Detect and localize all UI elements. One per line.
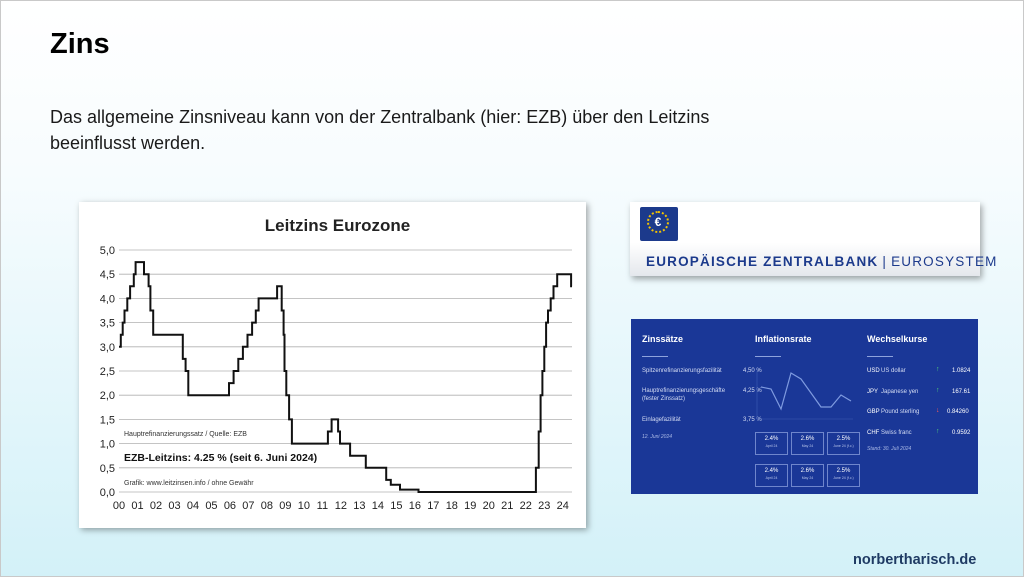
- y-tick-label: 4,0: [99, 293, 115, 306]
- inflation-tile: [755, 464, 788, 487]
- leitzins-chart: [79, 202, 586, 528]
- y-tick-label: 1,5: [99, 414, 115, 427]
- rate-value-spitzen: 4,50 %: [743, 368, 762, 374]
- y-tick-label: 0,0: [99, 487, 115, 499]
- ecb-system-name: EUROSYSTEM: [891, 254, 998, 269]
- y-tick-label: 2,0: [99, 390, 115, 403]
- inflation-tile: [827, 464, 860, 487]
- trend-up-icon: ↑: [936, 428, 940, 435]
- x-tick-label: 24: [556, 500, 569, 512]
- inflation-tile: [791, 432, 824, 455]
- annotation-credit: Grafik: www.leitzinsen.info / ohne Gewähr: [124, 480, 254, 487]
- y-tick-label: 3,0: [99, 341, 115, 354]
- rate-label-spitzen: Spitzenrefinanzierungsfazilität: [642, 368, 722, 374]
- inflation-tile-period: June 24 (f.c.): [833, 444, 854, 448]
- inflation-tile-period: April 24: [765, 476, 778, 480]
- footer-url: norbertharisch.de: [853, 552, 977, 568]
- fx-code: USD: [867, 368, 880, 374]
- inflation-tile-value: 2.5%: [836, 436, 851, 442]
- x-tick-label: 17: [427, 500, 440, 512]
- inflation-tile: [755, 432, 788, 455]
- inflation-tile-value: 2.6%: [800, 436, 815, 442]
- inflation-tile-value: 2.4%: [764, 468, 779, 474]
- x-tick-label: 11: [316, 500, 329, 512]
- inflation-tile-value: 2.5%: [836, 468, 851, 474]
- x-tick-label: 04: [186, 500, 200, 512]
- wechselkurse-date: Stand: 30. Juli 2024: [867, 446, 912, 452]
- trend-up-icon: ↑: [936, 387, 940, 394]
- ecb-wordmark: [646, 254, 998, 269]
- x-tick-label: 20: [482, 500, 495, 512]
- annotation-source: Hauptrefinanzierungssatz / Quelle: EZB: [124, 431, 247, 438]
- slide-title: Zins: [50, 28, 110, 60]
- x-tick-label: 12: [334, 500, 348, 512]
- x-tick-label: 22: [519, 500, 532, 512]
- x-tick-label: 09: [279, 500, 292, 512]
- fx-value: 167.61: [952, 389, 971, 395]
- leitzins-chart-svg: [79, 202, 586, 528]
- ecb-bank-name: EUROPÄISCHE ZENTRALBANK: [646, 254, 879, 269]
- x-tick-label: 02: [149, 500, 163, 512]
- y-tick-label: 1,0: [99, 438, 115, 451]
- fx-code: CHF: [867, 430, 880, 436]
- inflation-tile-value: 2.4%: [764, 436, 779, 442]
- x-tick-label: 15: [390, 500, 403, 512]
- x-tick-label: 23: [538, 500, 551, 512]
- rate-label-haupt: Hauptrefinanzierungsgeschäfte (fester Zinssatz): [642, 388, 726, 402]
- x-tick-label: 08: [260, 500, 274, 512]
- ecb-separator: |: [882, 254, 888, 269]
- y-tick-label: 2,5: [99, 366, 115, 378]
- y-tick-label: 0,5: [99, 462, 115, 475]
- x-tick-label: 14: [371, 500, 384, 512]
- trend-up-icon: ↑: [936, 366, 940, 373]
- inflation-tile-value: 2.6%: [800, 468, 815, 474]
- y-tick-label: 3,5: [99, 317, 115, 330]
- ecb-emblem-icon: [640, 207, 678, 241]
- x-tick-label: 21: [501, 500, 514, 512]
- rate-value-einlage: 3,75 %: [743, 417, 762, 423]
- x-tick-label: 07: [242, 500, 255, 512]
- inflation-tile: [791, 464, 824, 487]
- rate-value-haupt: 4,25 %: [743, 388, 762, 394]
- fx-value: 1.0824: [952, 368, 971, 374]
- fx-name: Pound sterling: [881, 409, 920, 415]
- inflation-heading: Inflationsrate: [755, 334, 812, 344]
- inflation-tile-period: May 24: [801, 476, 814, 480]
- x-tick-label: 00: [112, 500, 126, 512]
- chart-title: Leitzins Eurozone: [264, 216, 411, 235]
- fx-name: US dollar: [881, 368, 906, 374]
- y-tick-label: 5,0: [99, 245, 115, 257]
- x-tick-label: 16: [408, 500, 421, 512]
- ecb-rates-panel: [631, 319, 978, 494]
- inflation-sparkline: [755, 369, 855, 421]
- inflation-tile: [827, 432, 860, 455]
- fx-name: Japanese yen: [881, 389, 919, 395]
- x-tick-label: 10: [297, 500, 311, 512]
- annotation-current-rate: EZB-Leitzins: 4.25 % (seit 6. Juni 2024): [124, 452, 318, 464]
- y-tick-label: 4,5: [99, 269, 115, 282]
- x-tick-label: 05: [205, 500, 218, 512]
- inflation-rule: [755, 356, 781, 357]
- fx-name: Swiss franc: [881, 430, 912, 436]
- wechselkurse-heading: Wechselkurse: [867, 334, 928, 344]
- x-tick-label: 19: [464, 500, 477, 512]
- zinssaetze-heading: Zinssätze: [642, 334, 684, 344]
- euro-stars-icon: €: [647, 211, 669, 233]
- intro-text: Das allgemeine Zinsniveau kann von der Zentralbank (hier: EZB) über den Leitzins beeinflusst werden.: [50, 107, 710, 153]
- inflation-tile-period: April 24: [765, 444, 778, 448]
- x-tick-label: 06: [223, 500, 237, 512]
- trend-down-icon: ↓: [936, 407, 940, 414]
- zinssaetze-date: 12. Juni 2024: [642, 434, 673, 440]
- wechselkurse-rule: [867, 356, 893, 357]
- fx-code: JPY: [867, 389, 879, 395]
- inflation-tile-period: May 24: [801, 444, 814, 448]
- x-tick-label: 13: [353, 500, 366, 512]
- ecb-logo-banner: [630, 202, 998, 276]
- inflation-tile-period: June 24 (f.c.): [833, 476, 854, 480]
- zinssaetze-rule: [642, 356, 668, 357]
- fx-code: GBP: [867, 409, 880, 415]
- x-tick-label: 03: [168, 500, 181, 512]
- rate-label-einlage: Einlagefazilität: [642, 417, 681, 423]
- x-tick-label: 18: [445, 500, 458, 512]
- fx-value: 0.84260: [947, 409, 969, 415]
- x-tick-label: 01: [131, 500, 144, 512]
- fx-value: 0.9592: [952, 430, 971, 436]
